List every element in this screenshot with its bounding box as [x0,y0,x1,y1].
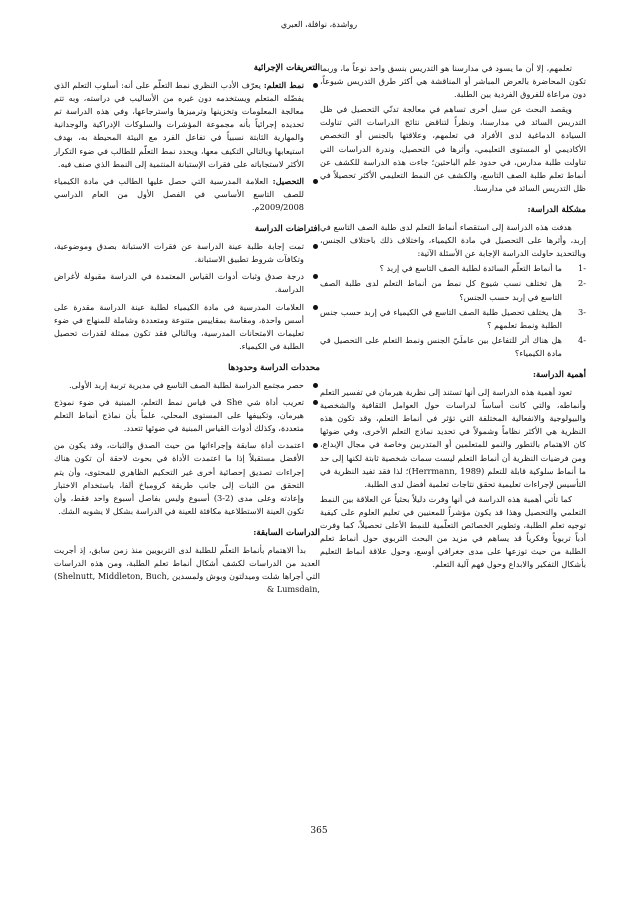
right-column [320,62,586,573]
question-text: ما أنماط التعلّم السائدة لطلبة الصف التاسع في إربد ؟ [379,263,562,274]
page-number: 365 [310,826,328,836]
question-number: -2 [578,278,586,289]
tool-name: She [226,397,243,408]
question-text: هل هناك أثر للتفاعل بين عاملَيّ الجنس ونمط التعلم على التحصيل في مادة الكيمياء؟ [320,334,562,358]
bullet-icon [313,443,318,448]
limits-list [54,379,320,518]
importance-heading: أهمية الدراسة: [532,369,586,380]
question-number: -3 [578,306,586,317]
bullet-icon [313,383,318,388]
question-item [320,277,586,303]
definitions-list [54,79,320,214]
question-item [320,334,586,360]
question-text: هل تختلف نسب شيوع كل نمط من أنماط التعلم لدى طلبة الصف التاسع في إربد حسب الجنس؟ [320,278,562,302]
importance-text-end: ؛ لذا فقد تفيد النظرية في التأسيس لإجراءات تعليمية تحقق نتاجات تعلمية أفضل لدى الطلبة. [320,465,586,489]
assumption-text: تمت إجابة طلبة عينة الدراسة عن فقرات الاستبانة بصدق وموضوعية، وتكافآت شروط تطبيق الاستبانة. [54,241,304,265]
importance-text: تعود أهمية هذه الدراسة إلى أنها تستند إلى نظرية هيرمان في تفسير التعلم وأنماطه، والتي كانت أساساً لدراسات حول العوامل الثقافية والشخصية والبيولوجية والانفعالية المختلفة التي تؤثر في أنماط التعلم، وقد تكون هذه النظرية هي الأكثر نظاماً وشمولاً في تحديد نماذج التعلم الأخرى، وفي ضوئها كان الاهتمام بالتطور والنمو للمتعلمين أو المتدربين وخاصة في مجال الإبداع، ومن فرضيات النظرية أن أنماط التعلم ليست سمات شخصية ثابتة لكنها إلى حد ما أنماط سلوكية قابلة للتعلم [320,387,587,476]
definition-text: يعرّف الأدب النظري نمط التعلّم على أنه: أسلوب التعلم الذي يفضّله المتعلم ويستخدمه دون غيره من الأساليب في دراسته، وبه تتم معالجة المعلومات وتخزينها وترميزها واسترجاعها، وفي هذه الدراسة تم تحديده إجرائياً بأنه مجموعة المؤشرات والسلوكات الإدراكية والوجدانية والمهارية الثابتة نسبياً في تفاعل الفرد مع البيئة المحيطة به، بهدف استيعابها وبالتالي التكيف معها، ويحدد نمط التعلّم للطالب في ضوء التكرار الأكثر لاستجاباته على فقرات الإستبانة المنتمية إلى النمط الذي صنف فيه. [54,80,304,169]
assumption-item [54,240,320,266]
running-header: رواشدة، نوافلة، العبري [280,20,358,29]
limit-item [54,396,320,435]
definitions-heading: التعريفات الإجرائية [253,63,320,73]
bullet-icon [313,83,318,88]
problem-heading: مشكلة الدراسة: [527,204,586,215]
bullet-icon [313,179,318,184]
citation: (Shelnutt, Middleton, Buch, & Lumsdain, [54,571,320,595]
limit-text: اعتمدت أداة سابقة وإجراءاتها من حيث الصدق والثبات، وقد يكون من الأفضل مستقبلاً إذا ما اعتمدت الأداة في بحوث لاحقة أن تكون هناك إجراءات تصديق إحصائية أخرى غير التحكيم الظاهري للمحتوى، وأن يتم التحقق من الثبات إلى جانب طريقة كرومباخ ألفا، باستخدام الاختبار وإعادته وعلى مدى (2-3) أسبوع وليس بفاصل أسبوع واحد فقط، وأن تكون العينة الاستطلاعية مكافئة للعينة في الدراسة بشكل لا يشوبه الشك. [54,440,304,516]
assumptions-heading: افتراضات الدراسة [254,224,320,235]
limit-item [54,379,320,392]
definition-item [54,79,320,171]
left-column [54,62,320,598]
assumption-text: العلامات المدرسية في مادة الكيمياء لطلبة عينة الدراسة مقدرة على أسس واحدة، ومقاسة بمقاييس متنوعة ومتعددة وشاملة للمنهاج في ضوء تعليمات الامتحانات المدرسية، وبالتالي فقد تكون ممثلة لقدرات تحصيل الطلبة في الكيمياء. [54,301,304,351]
definition-item [54,175,320,214]
question-item [320,306,586,332]
assumption-text: درجة صدق وثبات أدوات القياس المعتمدة في الدراسة مقبولة لأغراض الدراسة. [54,271,304,295]
prior-studies-paragraph [54,544,320,596]
limit-text: حصر مجتمع الدراسة لطلبة الصف التاسع في مديرية تربية إربد الأولى. [68,379,304,390]
bullet-icon [313,305,318,310]
importance-paragraph-1 [320,386,586,491]
question-item [320,262,586,275]
definition-term: نمط التعلم: [263,80,304,91]
question-text: هل يختلف تحصيل طلبة الصف التاسع في الكيمياء في إربد حسب جنس الطلبة ونمط تعلمهم ؟ [320,306,562,330]
assumption-item [54,301,320,353]
limit-text: تعريب أداة شي [242,397,304,408]
problem-paragraph: هدفت هذه الدراسة إلى استقصاء أنماط التعلم لدى طلبة الصف التاسع في إربد، وأثرها على التحصيل في مادة الكيمياء، واختلاف ذلك باختلاف الجنس، وبالتحديد حاولت الدراسة الإجابة عن الأسئلة الآتية: [320,222,586,259]
citation: (Herrmann, 1989) [408,465,485,476]
prior-studies-text: بدأ الاهتمام بأنماط التعلّم للطلبة لدى التربويين منذ زمن سابق، إذ أجريت العديد من الدراسات لكشف أشكال أنماط تعلم الطلبة، ومن هذه الدراسات التي أجراها شلت وميدلتون [54,545,320,582]
bullet-icon [313,274,318,279]
bullet-icon [313,244,318,249]
limits-heading: محددات الدراسة وحدودها [228,362,320,373]
prior-studies-heading: الدراسات السابقة: [253,527,320,538]
intro-paragraph-1: تعلمهم، إلا أن ما يسود في مدارسنا هو التدريس بنسق واحد نوعاً ما، وربما تكون المحاضرة بالعرض المباشر أو المناقشة هي أكثر طرق التدريس شيوعاً، دون مراعاة للفروق الفردية بين الطلبة. [320,63,586,100]
assumption-item [54,270,320,296]
assumptions-list [54,240,320,353]
intro-paragraph-2: ويقصد البحث عن سبل أخرى تساهم في معالجة تدنّي التحصيل في ظل التدريس السائد في مدارسنا، ونظراً لتناقض نتائج الدراسات التي تناولت السيادة الدماغية لدى الأفراد في تعلمهم، وعلاقتها بالجنس أو التخصص الأكاديمي أو المستوى التعليمي، وأثرها في التحصيل، وندرة الدراسات التي تناولت طلبة مدارس، في حدود علم الباحثين؛ جاءت هذه الدراسة للكشف عن أنماط تعلم طلبة الصف التاسع، والكشف عن النمط التعليمي الأكثر تحصيلاً في ظل التدريس السائد في مدارسنا. [320,104,586,193]
prior-studies-tail: وبوش ولمسدين [172,571,230,582]
research-questions-list [320,262,586,360]
definition-term: التحصيل: [272,175,304,186]
definition-text: العلامة المدرسية التي حصل عليها الطالب في مادة الكيمياء للصف التاسع الأساسي في الفصل الأول من العام الدراسي 2009/2008م. [54,175,304,212]
question-number: -4 [578,334,586,345]
limit-item [54,439,320,518]
limit-text-end: في قياس نمط التعلم، المبنية في ضوء نموذج هيرمان، وتكييفها على المستوى المحلي، علماً بأن نماذج أنماط التعلم متعددة، وكذلك أدوات القياس المبنية في ضوئها تتعدد. [54,397,304,434]
question-number: -1 [578,263,586,274]
importance-paragraph-2: كما تأتي أهمية هذه الدراسة في أنها وفرت دليلاً بحثياً عن العلاقة بين النمط التعلمي والتحصيل وهذا قد يكون مؤشراً للمعنيين في تعليم العلوم على كيفية توجيه تعلم الطلبة، وتطوير الخصائص التعلّمية للنمط الأعلى تحصيلاً، كما وفرت أدباً تربوياً وفكرياً قد يساهم في مزيد من البحث التربوي حول أنماط تعلم الطلبة من حيث توزعها على مدى جغرافي أوسع، وحول علاقة أنماط التعليم بأشكال التفكير والابداع وحول فهم آلية التعلم. [320,493,586,570]
bullet-icon [313,400,318,405]
